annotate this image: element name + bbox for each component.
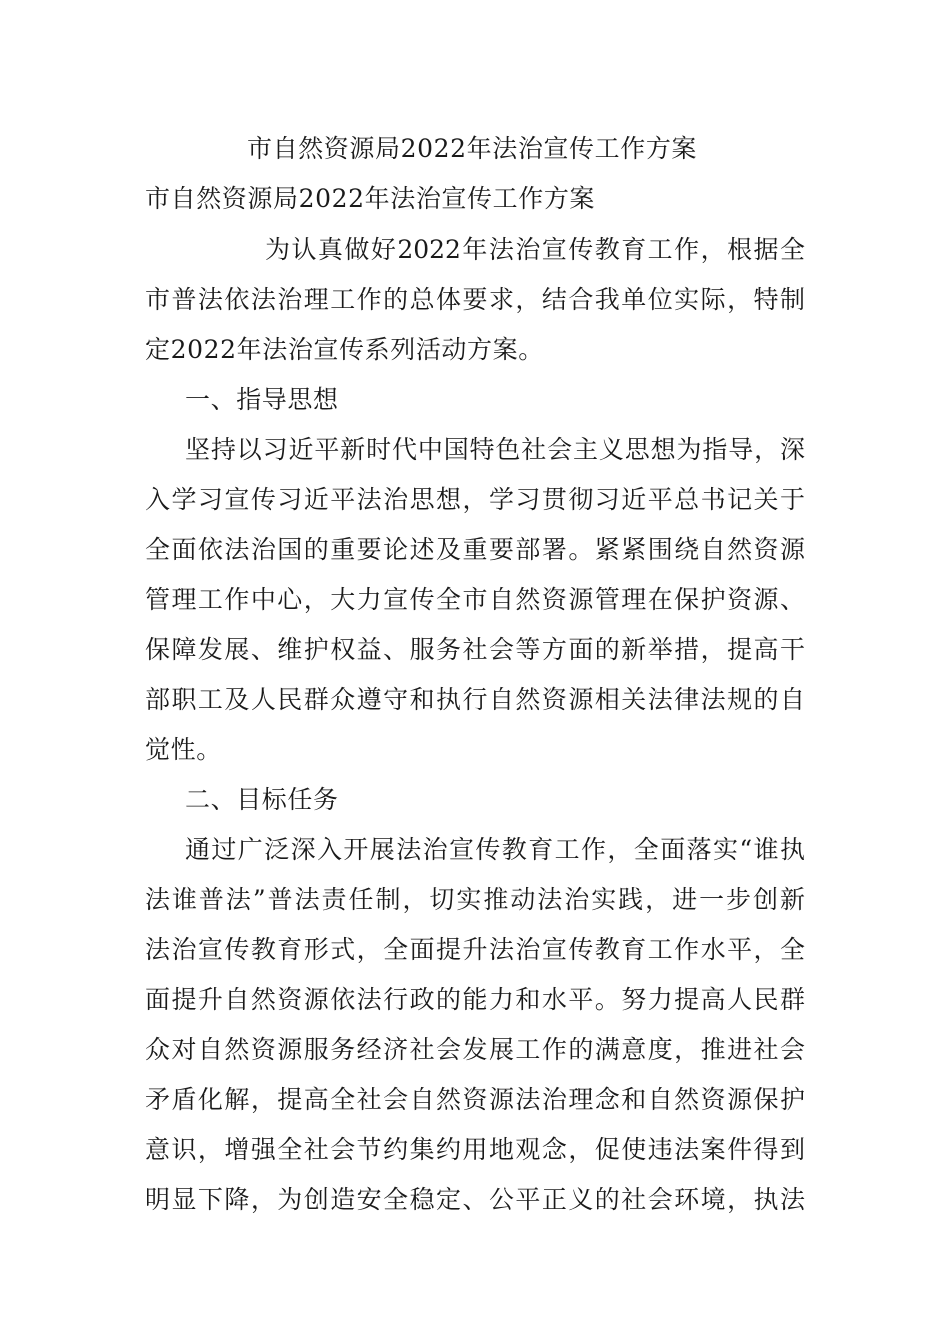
paragraph-line: 全面依法治国的重要论述及重要部署。紧紧围绕自然资源 — [145, 535, 805, 564]
paragraph-line: 市普法依法治理工作的总体要求，结合我单位实际，特制 — [145, 285, 805, 314]
paragraph-line: 众对自然资源服务经济社会发展工作的满意度，推进社会 — [145, 1035, 805, 1064]
paragraph-line: 保障发展、维护权益、服务社会等方面的新举措，提高干 — [145, 635, 805, 664]
paragraph-line: 为认真做好2022年法治宣传教育工作，根据全 — [265, 235, 805, 264]
document-title: 市自然资源局2022年法治宣传工作方案 — [247, 134, 698, 163]
section-heading: 二、目标任务 — [185, 785, 339, 814]
paragraph-line: 明显下降，为创造安全稳定、公平正义的社会环境，执法 — [145, 1185, 805, 1214]
section-heading: 一、指导思想 — [185, 385, 339, 414]
paragraph-line: 通过广泛深入开展法治宣传教育工作，全面落实“谁执 — [185, 835, 805, 864]
paragraph-line: 入学习宣传习近平法治思想，学习贯彻习近平总书记关于 — [145, 485, 805, 514]
paragraph-line: 意识，增强全社会节约集约用地观念，促使违法案件得到 — [145, 1135, 805, 1164]
paragraph-line: 坚持以习近平新时代中国特色社会主义思想为指导，深 — [185, 435, 805, 464]
paragraph-line: 法治宣传教育形式，全面提升法治宣传教育工作水平，全 — [145, 935, 805, 964]
paragraph-line: 矛盾化解，提高全社会自然资源法治理念和自然资源保护 — [145, 1085, 805, 1114]
paragraph-line: 定2022年法治宣传系列活动方案。 — [145, 335, 544, 364]
paragraph-line: 法谁普法”普法责任制，切实推动法治实践，进一步创新 — [145, 885, 805, 914]
paragraph-line: 面提升自然资源依法行政的能力和水平。努力提高人民群 — [145, 985, 805, 1014]
paragraph-line: 觉性。 — [145, 735, 222, 764]
paragraph-line: 部职工及人民群众遵守和执行自然资源相关法律法规的自 — [145, 685, 805, 714]
document-subtitle: 市自然资源局2022年法治宣传工作方案 — [145, 184, 596, 213]
paragraph-line: 管理工作中心，大力宣传全市自然资源管理在保护资源、 — [145, 585, 805, 614]
